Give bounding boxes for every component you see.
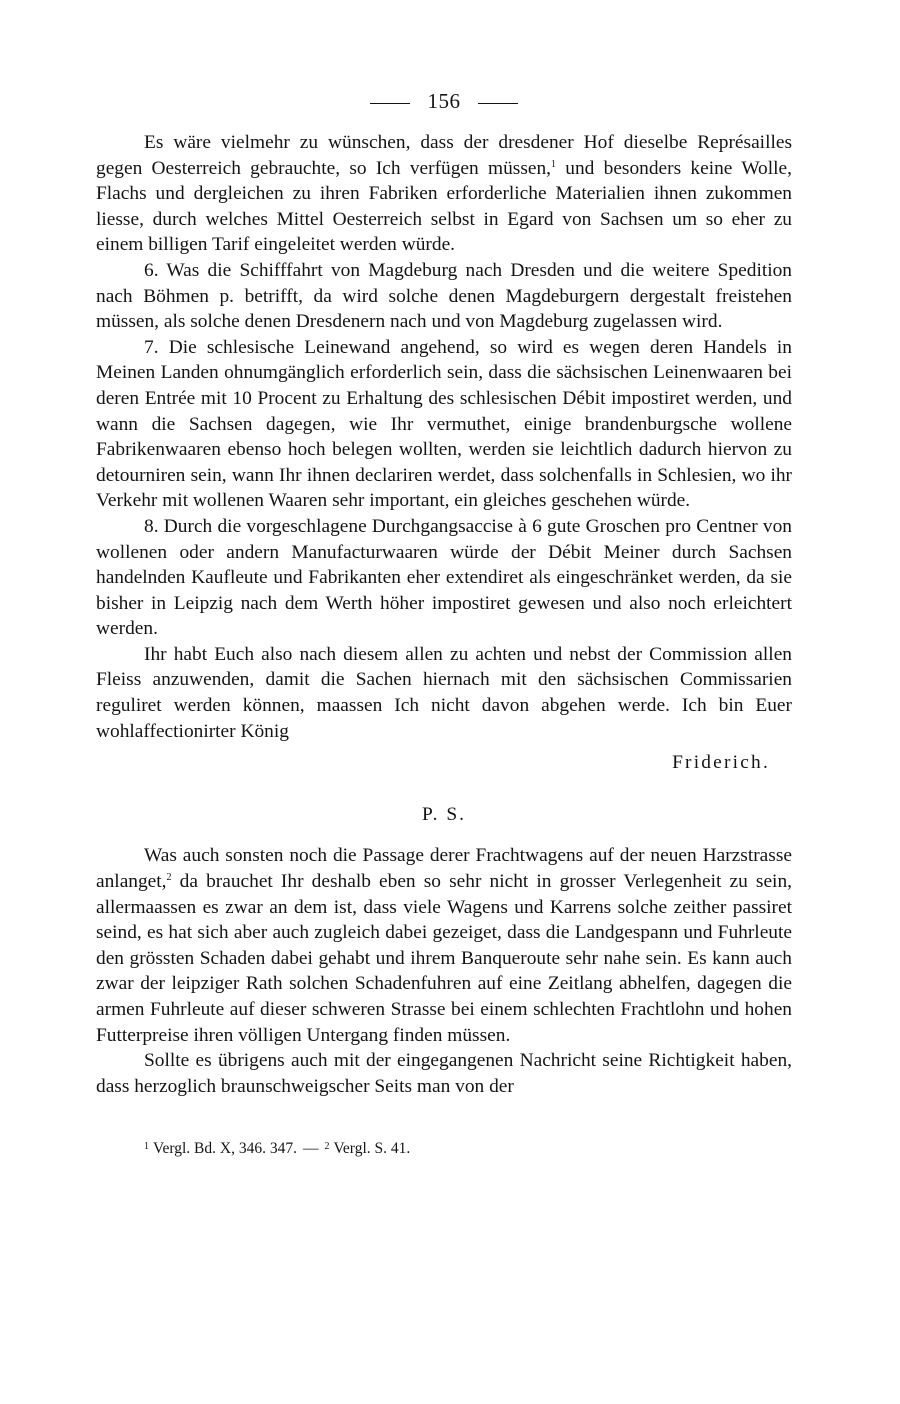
paragraph-intro-continued: und besonders keine Wolle, Flachs und dergleichen zu ihren Fabriken erforderliche Materialien ihnen zukommen liesse, durch welches Mittel Oesterreich selbst in Egard von Sachsen um so eher zu einem billigen Tarif eingeleitet werden würde. [96, 157, 792, 256]
paragraph-intro [96, 130, 792, 258]
paragraph-intro-text: Es wäre vielmehr zu wünschen, dass der dresdener Hof dieselbe Représailles gegen Oesterreich gebrauchte, so Ich verfügen müssen, [96, 132, 792, 179]
footnote-ref-2[interactable]: 2 [166, 872, 172, 884]
header-rule-right [478, 103, 518, 104]
header-rule-left [370, 103, 410, 104]
paragraph-item-8: 8. Durch die vorgeschlagene Durchgangsaccise à 6 gute Groschen pro Centner von wollenen oder andern Manufacturwaaren würde der Débit Meiner durch Sachsen handelnden Kaufleute und Fabrikanten eher extendiret als eingeschränket werden, da sie bisher in Leipzig nach dem Werth höher impostiret gewesen und also noch erleichtert werden. [96, 515, 792, 640]
footnote-text-2: Vergl. S. 41. [333, 1140, 411, 1158]
postscript-heading: P. S. [422, 803, 466, 825]
footnote-text-1: Vergl. Bd. X, 346. 347. [153, 1140, 297, 1158]
paragraph-item-7: 7. Die schlesische Leinewand angehend, so wird es wegen deren Handels in Meinen Landen ohnumgänglich erforderlich sein, dass die sächsischen Leinenwaaren bei deren Entrée mit 10 Procent zu Erhaltung des schlesischen Débit impostiret werden, und wann die Sachsen dagegen, wie Ihr vermuthet, einige brandenburgsche wollene Fabrikenwaaren ebenso hoch belegen wollten, werden sie leichtlich dadurch hiervon zu detourniren sein, wann Ihr ihnen declariren werdet, dass solchenfalls in Schlesien, wo ihr Verkehr mit wollenen Waaren sehr important, ein gleiches geschehen würde. [96, 336, 792, 512]
postscript-paragraph-1-end: da brauchet Ihr deshalb eben so sehr nicht in grosser Verlegenheit zu sein, allermaassen es zwar an dem ist, dass viele Wagens und Karrens solche zeither passiret seind, es hat sich aber auch zugleich dabei gezeiget, dass die Landgespann und Fuhrleute den grössten Schaden dabei gehabt und ihrem Banqueroute sehr nahe sein. Es kann auch zwar der leipziger Rath solchen Schadenfuhren auf eine Zeitlang abhelfen, dagegen die armen Fuhrleute auf dieser schweren Strasse bei einem schlechten Frachtlohn und hohen Futterpreise ihren völligen Untergang finden müssen. [96, 871, 792, 1046]
footnote-number-2: 2 [324, 1141, 330, 1153]
paragraph-item-6: 6. Was die Schifffahrt von Magdeburg nach Dresden und die weitere Spedition nach Böhmen p. betrifft, da wird solche denen Magdeburgern dergestalt freistehen müssen, als solche denen Dresdenern nach und von Magdeburg zugelassen wird. [96, 259, 792, 333]
signature: Friderich. [672, 752, 770, 774]
footnote-number-1: 1 [144, 1141, 149, 1153]
footnote-ref-1[interactable]: 1 [551, 158, 557, 170]
book-page [96, 86, 792, 1159]
page-header [96, 86, 792, 116]
footnote-separator: — [302, 1140, 319, 1158]
page-number: 156 [427, 89, 461, 113]
footnotes [144, 1137, 792, 1159]
paragraph-closing: Ihr habt Euch also nach diesem allen zu achten und nebst der Commission allen Fleiss anzuwenden, damit die Sachen hiernach mit den sächsischen Commissarien reguliret werden können, maassen Ich nicht davon abgehen werde. Ich bin Euer wohlaffectionirter König [96, 643, 792, 742]
postscript-paragraph-2: Sollte es übrigens auch mit der eingegangenen Nachricht seine Richtigkeit haben, dass herzoglich braunschweigscher Seits man von der [96, 1050, 792, 1097]
postscript-paragraph-1-start: Was auch sonsten noch die Passage derer Frachtwagens auf der neuen Harzstrasse anlanget, [96, 845, 792, 893]
postscript-paragraph-1 [96, 843, 792, 1048]
